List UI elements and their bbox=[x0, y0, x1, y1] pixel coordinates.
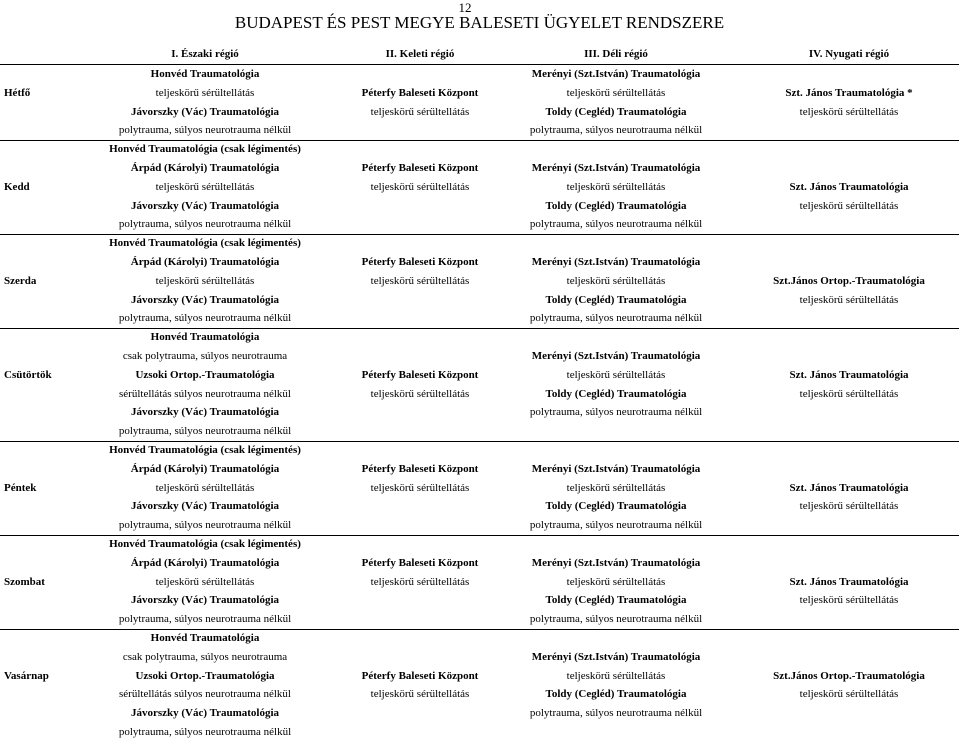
schedule-cell: teljeskörű sérültellátás bbox=[155, 274, 255, 287]
schedule-cell: polytrauma, súlyos neurotrauma nélkül bbox=[529, 124, 703, 137]
schedule-cell: Péterfy Baleseti Központ bbox=[361, 162, 479, 174]
schedule-cell: teljeskörű sérültellátás bbox=[155, 575, 255, 588]
schedule-cell: teljeskörű sérültellátás bbox=[155, 86, 255, 99]
schedule-cell: Uzsoki Ortop.-Traumatológia bbox=[135, 368, 275, 381]
schedule-cell: Toldy (Cegléd) Traumatológia bbox=[545, 199, 687, 212]
schedule-cell: teljeskörű sérültellátás bbox=[155, 180, 255, 193]
day-label-monday: Hétfő bbox=[4, 86, 31, 99]
schedule-cell: teljeskörű sérültellátás bbox=[566, 180, 666, 193]
schedule-cell: teljeskörű sérültellátás bbox=[799, 500, 899, 513]
schedule-cell: Toldy (Cegléd) Traumatológia bbox=[545, 387, 687, 400]
schedule-cell: teljeskörű sérültellátás bbox=[799, 688, 899, 701]
schedule-cell: Toldy (Cegléd) Traumatológia bbox=[545, 105, 687, 118]
schedule-cell: teljeskörű sérültellátás bbox=[370, 180, 470, 193]
schedule-cell: Toldy (Cegléd) Traumatológia bbox=[545, 293, 687, 306]
region-header-south: III. Déli régió bbox=[584, 48, 648, 60]
day-label-wednesday: Szerda bbox=[4, 274, 37, 287]
schedule-cell: polytrauma, súlyos neurotrauma nélkül bbox=[118, 613, 292, 626]
schedule-cell: teljeskörű sérültellátás bbox=[566, 368, 666, 381]
region-header-west: IV. Nyugati régió bbox=[808, 48, 890, 60]
schedule-cell: Merényi (Szt.István) Traumatológia bbox=[531, 462, 701, 475]
schedule-cell: Szt. János Traumatológia bbox=[789, 180, 909, 193]
schedule-cell: polytrauma, súlyos neurotrauma nélkül bbox=[118, 425, 292, 438]
schedule-cell: Merényi (Szt.István) Traumatológia bbox=[531, 350, 701, 362]
schedule-cell: Jávorszky (Vác) Traumatológia bbox=[130, 406, 280, 419]
schedule-cell: Toldy (Cegléd) Traumatológia bbox=[545, 594, 687, 607]
schedule-cell: Honvéd Traumatológia (csak légimentés) bbox=[109, 444, 301, 456]
schedule-cell: polytrauma, súlyos neurotrauma nélkül bbox=[118, 124, 292, 137]
schedule-cell: polytrauma, súlyos neurotrauma nélkül bbox=[118, 726, 292, 738]
page-title: BUDAPEST ÉS PEST MEGYE BALESETI ÜGYELET RENDSZERE bbox=[234, 13, 725, 32]
schedule-cell: Péterfy Baleseti Központ bbox=[361, 256, 479, 268]
schedule-cell: Honvéd Traumatológia (csak légimentés) bbox=[109, 538, 301, 550]
schedule-cell: Toldy (Cegléd) Traumatológia bbox=[545, 500, 687, 513]
schedule-cell: Honvéd Traumatológia (csak légimentés) bbox=[109, 143, 301, 156]
region-header-north: I. Északi régió bbox=[171, 48, 239, 60]
schedule-cell: Árpád (Károlyi) Traumatológia bbox=[130, 462, 280, 475]
schedule-cell: polytrauma, súlyos neurotrauma nélkül bbox=[118, 519, 292, 532]
schedule-cell: sérültellátás súlyos neurotrauma nélkül bbox=[119, 688, 291, 701]
schedule-cell: Jávorszky (Vác) Traumatológia bbox=[130, 707, 280, 720]
schedule-cell: Péterfy Baleseti Központ bbox=[361, 669, 479, 682]
schedule-cell: Jávorszky (Vác) Traumatológia bbox=[130, 293, 280, 306]
schedule-cell: polytrauma, súlyos neurotrauma nélkül bbox=[529, 519, 703, 532]
schedule-cell: Árpád (Károlyi) Traumatológia bbox=[130, 162, 280, 174]
schedule-cell: Merényi (Szt.István) Traumatológia bbox=[531, 68, 701, 80]
schedule-cell: teljeskörű sérültellátás bbox=[370, 575, 470, 588]
schedule-cell: teljeskörű sérültellátás bbox=[370, 274, 470, 287]
schedule-cell: sérültellátás súlyos neurotrauma nélkül bbox=[119, 387, 291, 400]
schedule-cell: polytrauma, súlyos neurotrauma nélkül bbox=[118, 312, 292, 325]
schedule-cell: teljeskörű sérültellátás bbox=[799, 387, 899, 400]
schedule-cell: Szt. János Traumatológia bbox=[789, 481, 909, 494]
schedule-cell: Jávorszky (Vác) Traumatológia bbox=[130, 199, 280, 212]
schedule-cell: teljeskörű sérültellátás bbox=[155, 481, 255, 494]
schedule-cell: Honvéd Traumatológia bbox=[150, 632, 260, 644]
schedule-cell: polytrauma, súlyos neurotrauma nélkül bbox=[529, 406, 703, 419]
schedule-cell: teljeskörű sérültellátás bbox=[799, 105, 899, 118]
day-label-thursday: Csütörtök bbox=[4, 368, 52, 381]
schedule-cell: Merényi (Szt.István) Traumatológia bbox=[531, 162, 701, 174]
schedule-cell: teljeskörű sérültellátás bbox=[370, 481, 470, 494]
schedule-cell: Szt.János Ortop.-Traumatológia bbox=[773, 669, 925, 682]
schedule-cell: Merényi (Szt.István) Traumatológia bbox=[531, 650, 701, 663]
page-number: 12 bbox=[458, 0, 472, 15]
schedule-cell: Péterfy Baleseti Központ bbox=[361, 86, 479, 99]
schedule-cell: Péterfy Baleseti Központ bbox=[361, 368, 479, 381]
schedule-cell: teljeskörű sérültellátás bbox=[370, 105, 470, 118]
schedule-cell: Árpád (Károlyi) Traumatológia bbox=[130, 556, 280, 569]
schedule-cell: teljeskörű sérültellátás bbox=[566, 481, 666, 494]
schedule-cell: polytrauma, súlyos neurotrauma nélkül bbox=[529, 707, 703, 720]
schedule-cell: teljeskörű sérültellátás bbox=[799, 293, 899, 306]
schedule-cell: teljeskörű sérültellátás bbox=[799, 594, 899, 607]
schedule-cell: csak polytrauma, súlyos neurotrauma bbox=[122, 650, 288, 663]
schedule-cell: Toldy (Cegléd) Traumatológia bbox=[545, 688, 687, 701]
region-header-east: II. Keleti régió bbox=[385, 48, 455, 60]
schedule-cell: teljeskörű sérültellátás bbox=[799, 199, 899, 212]
schedule-cell: Honvéd Traumatológia bbox=[150, 68, 260, 80]
schedule-cell: Péterfy Baleseti Központ bbox=[361, 462, 479, 475]
schedule-cell: Szt. János Traumatológia bbox=[789, 575, 909, 588]
schedule-cell: Jávorszky (Vác) Traumatológia bbox=[130, 594, 280, 607]
schedule-cell: Árpád (Károlyi) Traumatológia bbox=[130, 256, 280, 268]
schedule-cell: polytrauma, súlyos neurotrauma nélkül bbox=[529, 312, 703, 325]
schedule-cell: Uzsoki Ortop.-Traumatológia bbox=[135, 669, 275, 682]
region-header-row bbox=[0, 48, 959, 65]
schedule-cell: teljeskörű sérültellátás bbox=[566, 669, 666, 682]
schedule-cell: teljeskörű sérültellátás bbox=[370, 688, 470, 701]
schedule-cell: Merényi (Szt.István) Traumatológia bbox=[531, 556, 701, 569]
schedule-cell: polytrauma, súlyos neurotrauma nélkül bbox=[529, 218, 703, 231]
schedule-cell: csak polytrauma, súlyos neurotrauma bbox=[122, 350, 288, 362]
schedule-cell: Szt.János Ortop.-Traumatológia bbox=[773, 274, 925, 287]
schedule-cell: Szt. János Traumatológia bbox=[789, 368, 909, 381]
day-label-friday: Péntek bbox=[4, 481, 37, 494]
schedule-cell: teljeskörű sérültellátás bbox=[566, 274, 666, 287]
schedule-cell: Merényi (Szt.István) Traumatológia bbox=[531, 256, 701, 268]
schedule-cell: Honvéd Traumatológia (csak légimentés) bbox=[109, 237, 301, 250]
schedule-cell: Jávorszky (Vác) Traumatológia bbox=[130, 105, 280, 118]
schedule-cell: teljeskörű sérültellátás bbox=[566, 86, 666, 99]
schedule-cell: Honvéd Traumatológia bbox=[150, 331, 260, 344]
schedule-cell: Jávorszky (Vác) Traumatológia bbox=[130, 500, 280, 513]
schedule-cell: Péterfy Baleseti Központ bbox=[361, 556, 479, 569]
schedule-cell: polytrauma, súlyos neurotrauma nélkül bbox=[529, 613, 703, 626]
schedule-cell: polytrauma, súlyos neurotrauma nélkül bbox=[118, 218, 292, 231]
day-label-saturday: Szombat bbox=[4, 575, 45, 588]
day-label-tuesday: Kedd bbox=[4, 180, 30, 193]
schedule-cell: teljeskörű sérültellátás bbox=[566, 575, 666, 588]
day-label-sunday: Vasárnap bbox=[4, 669, 49, 682]
schedule-cell: teljeskörű sérültellátás bbox=[370, 387, 470, 400]
schedule-cell: Szt. János Traumatológia * bbox=[785, 86, 913, 99]
